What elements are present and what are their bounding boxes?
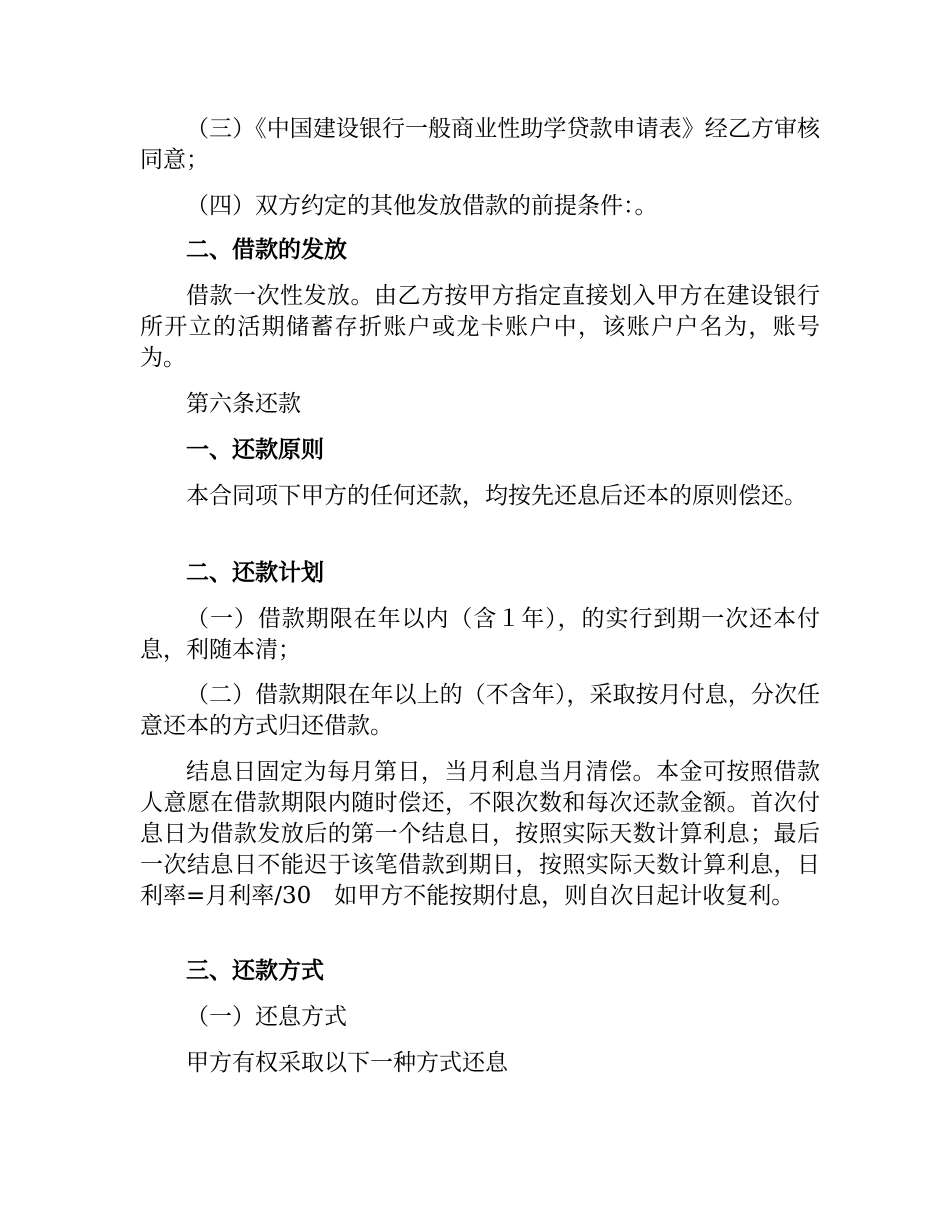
- clause-item-3: （三）《中国建设银行一般商业性助学贷款申请表》经乙方审核同意；: [140, 116, 820, 173]
- disbursement-paragraph: 借款一次性发放。由乙方按甲方指定直接划入甲方在建设银行所开立的活期储蓄存折账户或龙卡账户中，该账户户名为，账号为。: [140, 283, 820, 371]
- repayment-plan-item-2: （二）借款期限在年以上的（不含年），采取按月付息，分次任意还本的方式归还借款。: [140, 682, 820, 739]
- article-title-repayment: 第六条还款: [186, 391, 301, 417]
- interest-payment-paragraph: 甲方有权采取以下一种方式还息: [186, 1050, 508, 1076]
- section-heading-repayment-principle: 一、还款原则: [186, 437, 324, 463]
- section-heading-repayment-plan: 二、还款计划: [186, 560, 324, 586]
- clause-item-4: （四）双方约定的其他发放借款的前提条件：。: [186, 193, 658, 219]
- section-heading-repayment-method: 三、还款方式: [186, 958, 324, 984]
- repayment-principle-paragraph: 本合同项下甲方的任何还款，均按先还息后还本的原则偿还。: [186, 483, 807, 509]
- interest-payment-method-title: （一）还息方式: [186, 1004, 347, 1030]
- interest-settlement-paragraph: 结息日固定为每月第日，当月利息当月清偿。本金可按照借款人意愿在借款期限内随时偿还，不限次数和每次还款金额。首次付息日为借款发放后的第一个结息日，按照实际天数计算利息；最后一次结息日不能迟于该笔借款到期日，按照实际天数计算利息，日利率=月利率/30 如甲方不能按期付息，则自次日起计收复利。: [140, 759, 820, 909]
- section-heading-loan-disbursement: 二、借款的发放: [186, 237, 347, 263]
- repayment-plan-item-1: （一）借款期限在年以内（含１年），的实行到期一次还本付息，利随本清；: [140, 606, 820, 663]
